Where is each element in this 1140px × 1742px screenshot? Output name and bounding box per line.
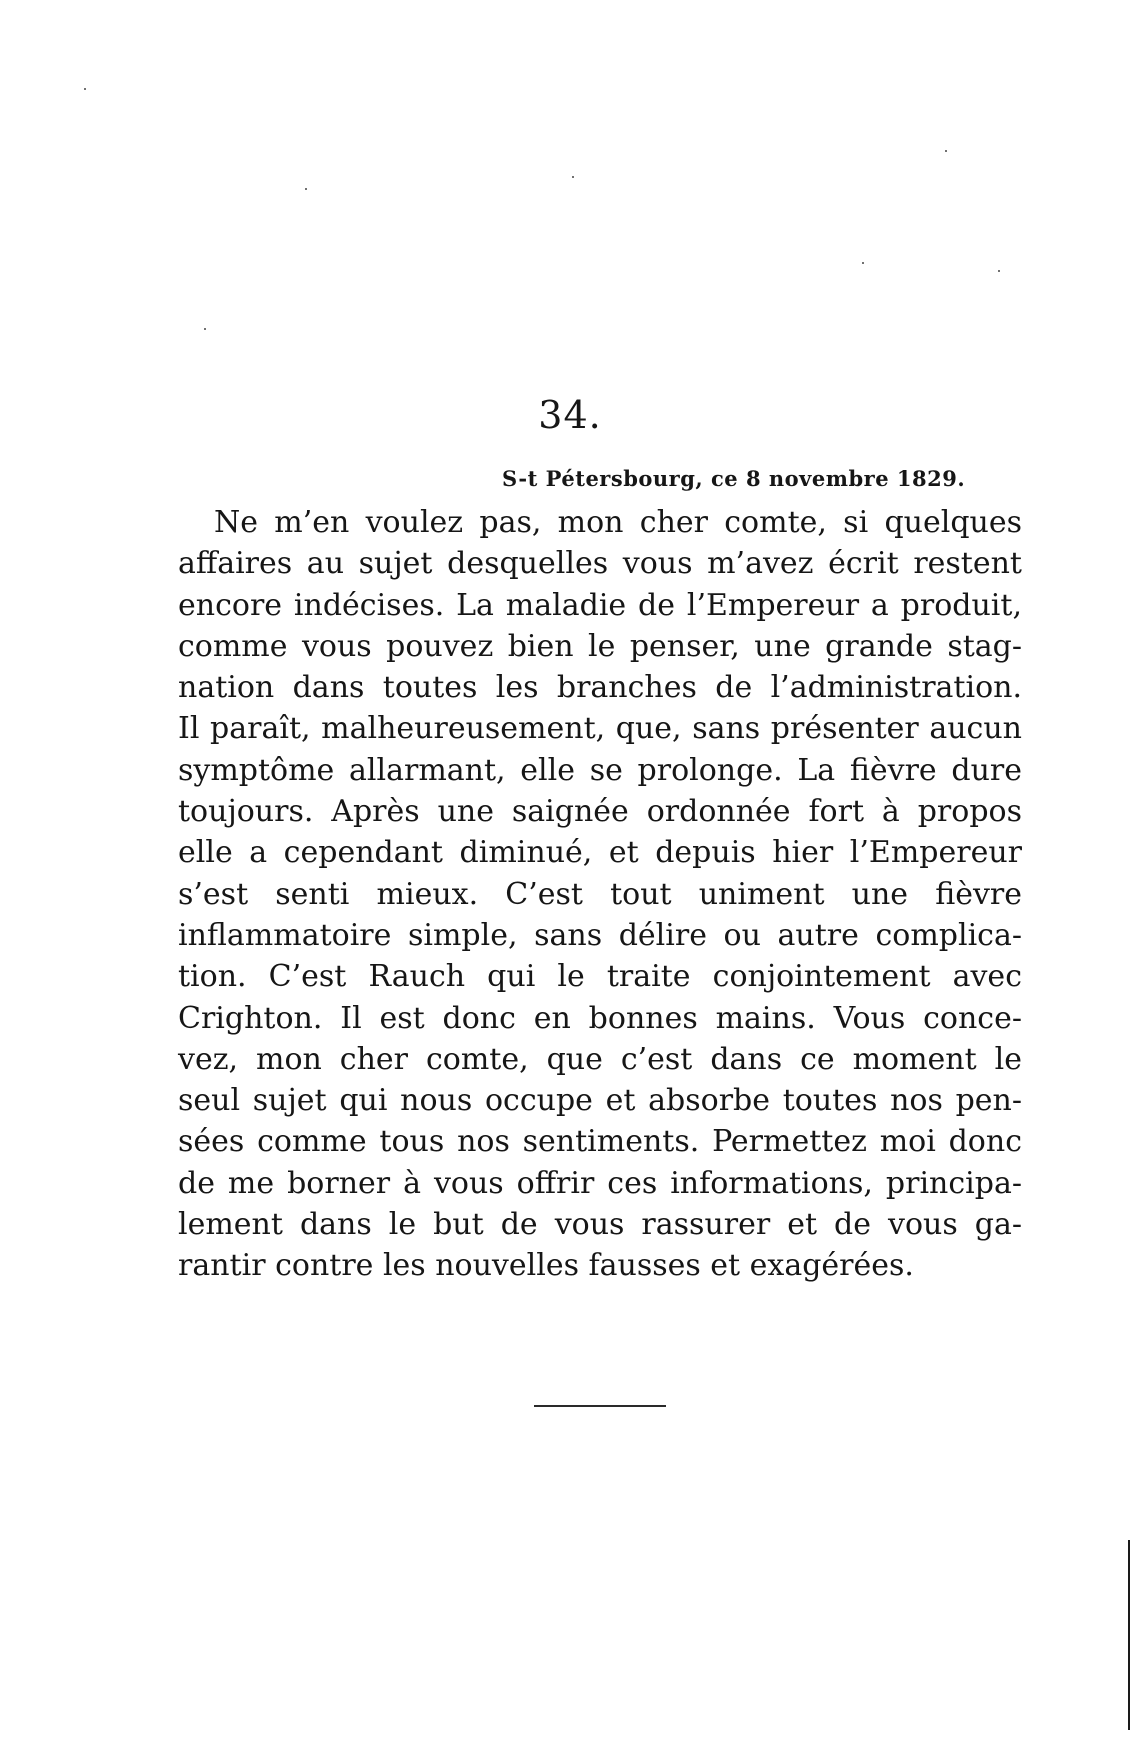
text-line: nation dans toutes les branches de l’administration.: [178, 670, 1022, 706]
scan-speck: [998, 270, 1000, 272]
text-line: Ne m’en voulez pas, mon cher comte, si quelques: [214, 505, 1022, 540]
text-line: comme vous pouvez bien le penser, une grande stag-: [178, 628, 1022, 664]
text-line: elle a cependant diminué, et depuis hier l’Empereur: [178, 835, 1022, 871]
text-line: encore indécises. La maladie de l’Empereur a produit,: [178, 587, 1022, 623]
text-line: s’est senti mieux. C’est tout uniment une fièvre: [178, 876, 1022, 912]
text-line: inflammatoire simple, sans délire ou autre complica-: [178, 917, 1022, 953]
text-line: seul sujet qui nous occupe et absorbe toutes nos pen-: [178, 1083, 1022, 1119]
text-line: de me borner à vous offrir ces informations, principa-: [178, 1165, 1022, 1201]
scan-speck: [305, 188, 307, 190]
page-edge-mark: [1128, 1540, 1130, 1730]
letter-number: 34.: [538, 393, 602, 437]
scan-speck: [862, 262, 864, 264]
text-line: sées comme tous nos sentiments. Permettez moi donc: [178, 1124, 1022, 1160]
text-line: toujours. Après une saignée ordonnée fort à propos: [178, 794, 1022, 830]
end-divider: [534, 1405, 666, 1407]
letter-body: [178, 502, 1022, 1287]
text-line: rantir contre les nouvelles fausses et exagérées.: [178, 1248, 914, 1284]
text-line: lement dans le but de vous rassurer et de vous ga-: [178, 1207, 1022, 1243]
scan-speck: [572, 176, 574, 178]
scan-speck: [945, 150, 947, 152]
text-line: affaires au sujet desquelles vous m’avez écrit restent: [178, 546, 1022, 582]
text-line: Crighton. Il est donc en bonnes mains. Vous conce-: [178, 1000, 1022, 1036]
text-line: symptôme allarmant, elle se prolonge. La fièvre dure: [178, 752, 1022, 788]
text-line: Il paraît, malheureusement, que, sans présenter aucun: [178, 711, 1022, 747]
scan-speck: [84, 88, 86, 90]
text-line: vez, mon cher comte, que c’est dans ce moment le: [178, 1041, 1022, 1077]
text-line: tion. C’est Rauch qui le traite conjointement avec: [178, 959, 1022, 995]
dateline: S-t Pétersbourg, ce 8 novembre 1829.: [502, 466, 966, 491]
scan-speck: [204, 328, 206, 330]
